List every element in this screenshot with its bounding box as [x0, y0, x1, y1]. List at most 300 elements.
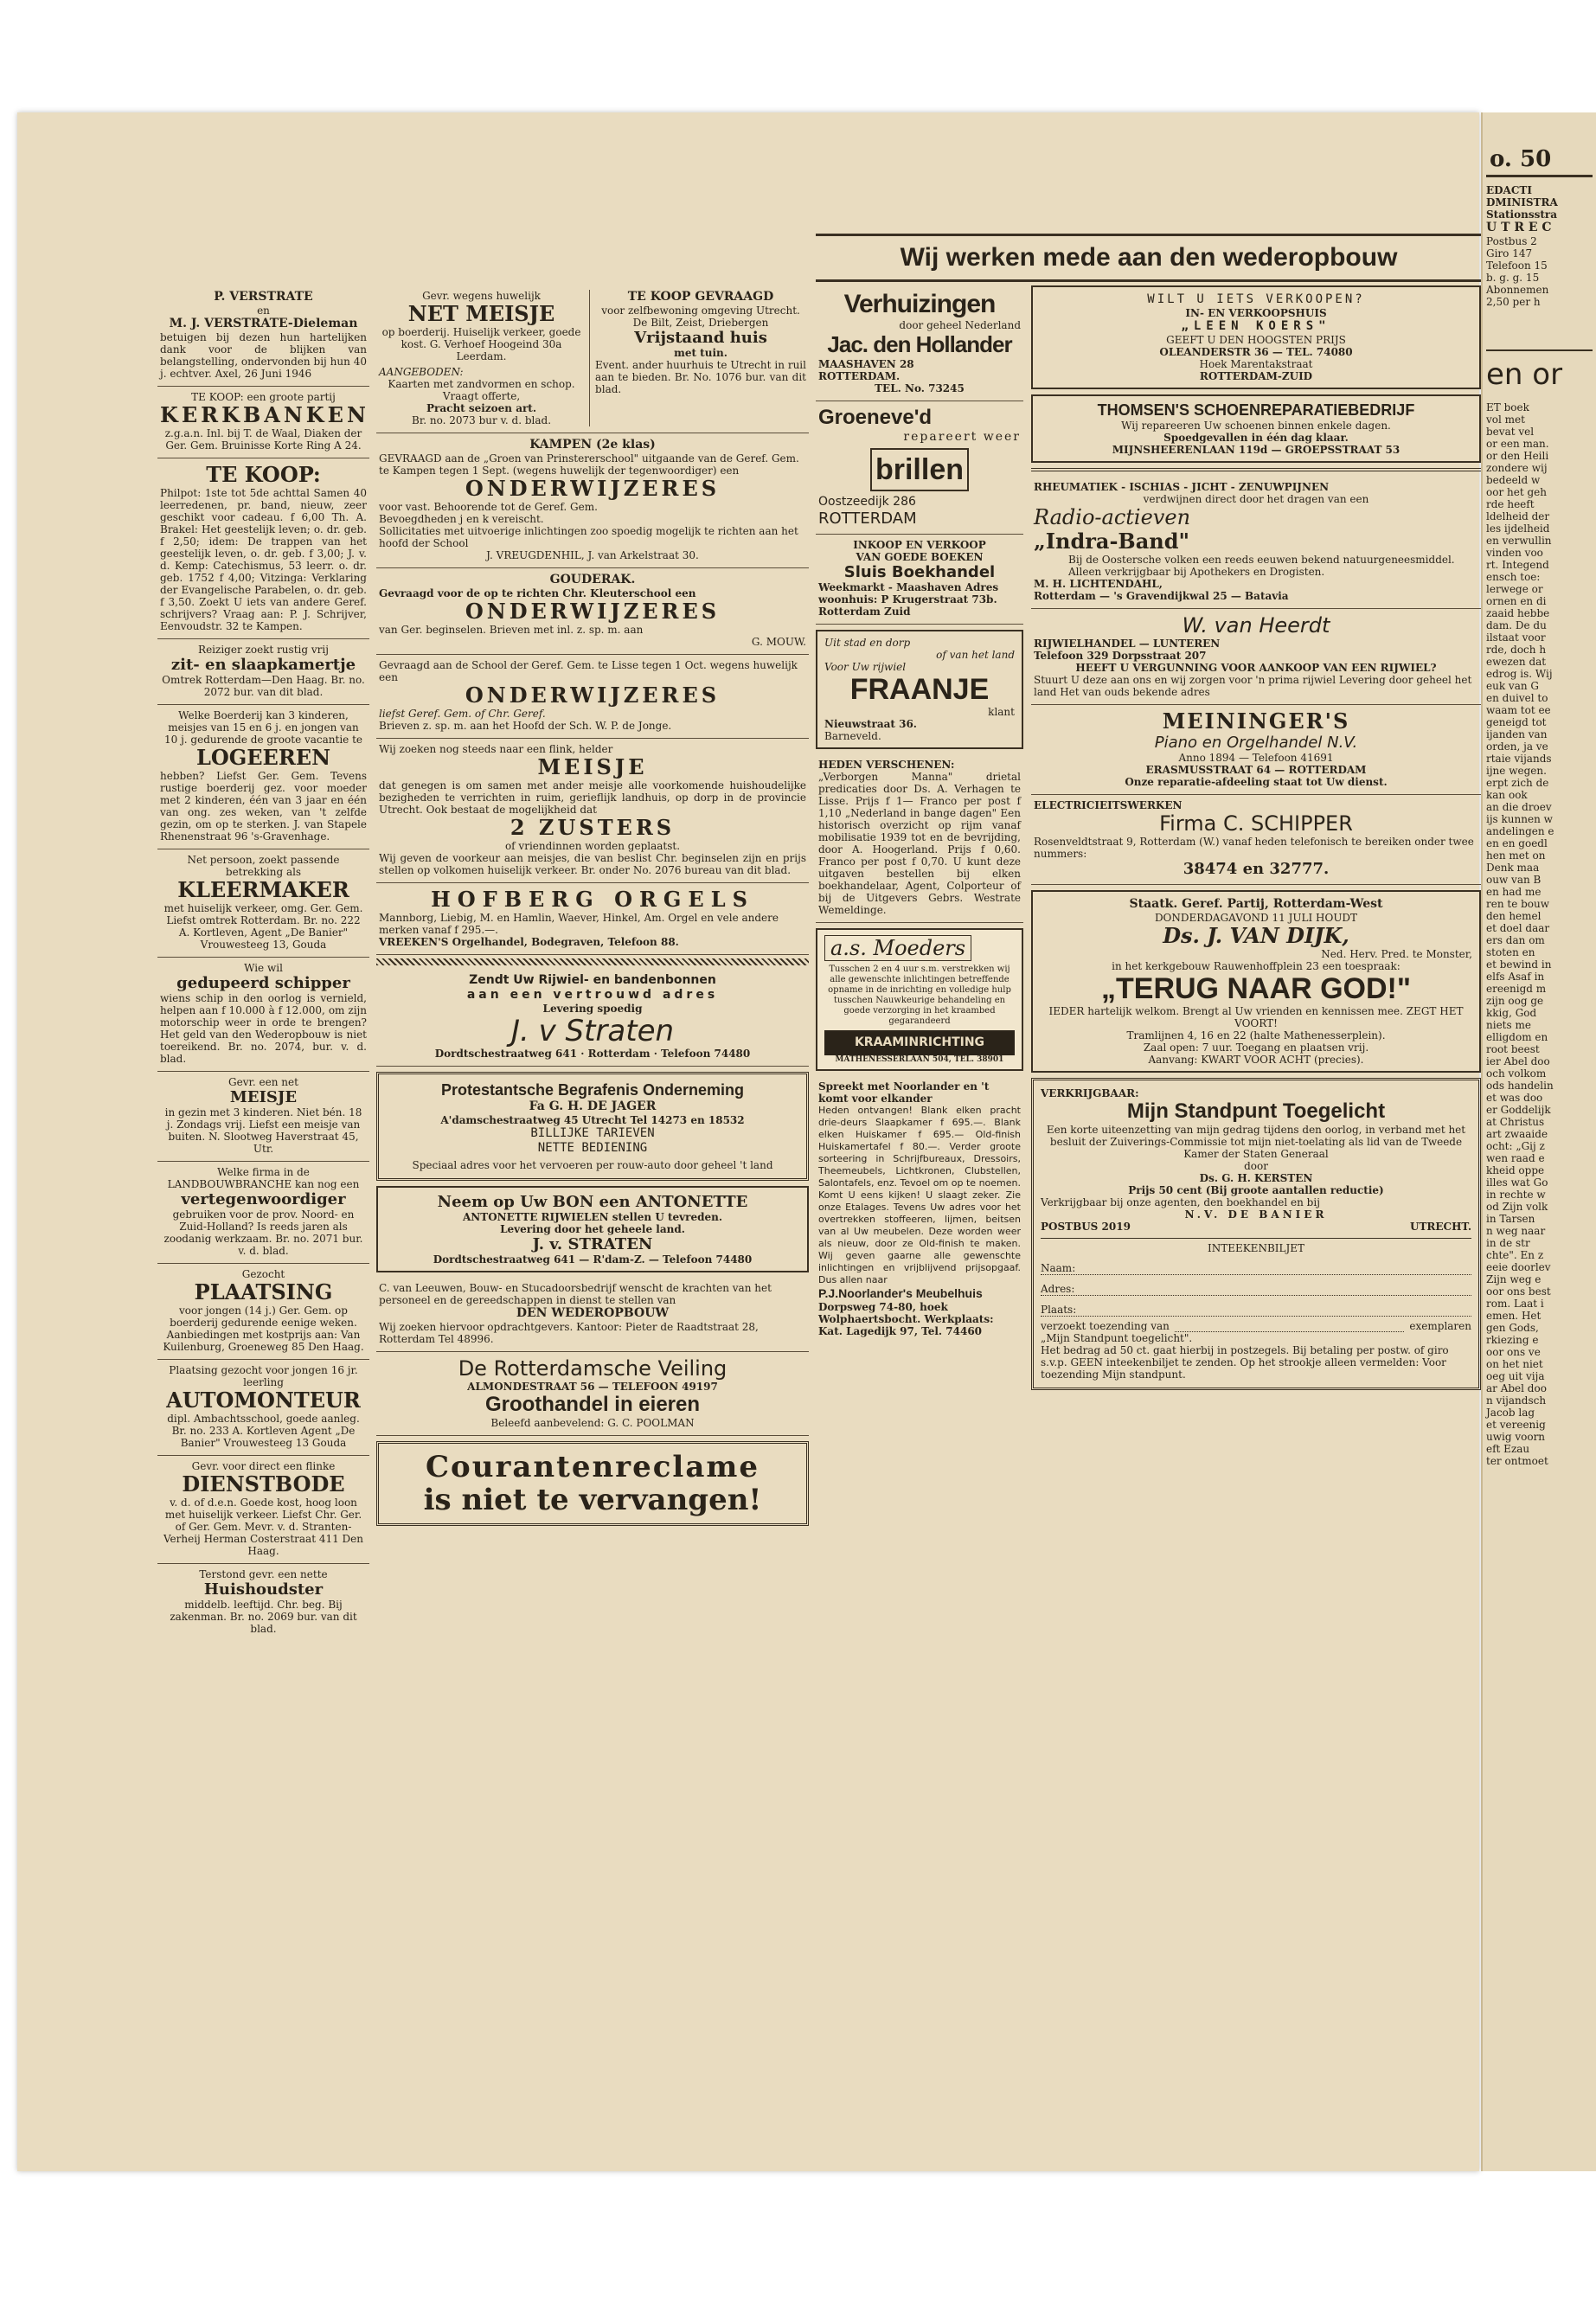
article-line: ilstaat voor [1486, 631, 1546, 644]
article-line: niets me [1486, 1019, 1531, 1031]
ad-body: voor vast. Behoorende tot de Geref. Gem. [379, 501, 598, 513]
article-line: ET boek [1486, 401, 1529, 413]
ad-city: UTRECHT. [1410, 1221, 1471, 1233]
ad-body: of van het land [936, 649, 1015, 661]
ad-heading: Spreekt met Noorlander en 't komt voor elkander [818, 1080, 990, 1105]
ad-intro: Welke firma in de LANDBOUWBRANCHE kan nog een [167, 1166, 360, 1190]
ad-intro: Reiziger zoekt rustig vrij [198, 644, 329, 656]
article-line: kan ook [1486, 789, 1528, 801]
column-ads-2 [376, 285, 809, 1531]
ad-gouderak [376, 568, 809, 655]
article-line: rkiezing e [1486, 1334, 1539, 1346]
ad-mijn-standpunt [1031, 1078, 1481, 1390]
article-line: en en goedl [1486, 837, 1548, 849]
ad-kraaminrichting [816, 928, 1023, 1071]
ad-heading: HOFBERG ORGELS [431, 887, 754, 912]
ad-net-meisje [379, 290, 590, 426]
ad-heading: KAMPEN (2e klas) [529, 438, 656, 452]
article-line: oor het geh [1486, 486, 1547, 498]
article-line: ren te bouw [1486, 898, 1550, 910]
ad-groeneveld [816, 401, 1023, 535]
masthead-info [1483, 177, 1596, 315]
article-line: et vereenig [1486, 1419, 1546, 1431]
ad-intro: Gevr. een net [228, 1076, 298, 1088]
ad-heading: Sluis Boekhandel [843, 563, 996, 581]
ad-body: C. van Leeuwen, Bouw- en Stucadoorsbedrijf wenscht de krachten van het personeel en de gereedschappen in dienst te stellen van [379, 1282, 772, 1306]
ad-big: brillen [870, 448, 969, 491]
ad-te-koop-books [157, 458, 369, 639]
ad-address: ROTTERDAM. [818, 370, 901, 382]
ad-phone: 38474 en 32777. [1183, 860, 1330, 878]
ad-body: Onze reparatie-afdeeling staat tot Uw dienst. [1125, 776, 1388, 788]
ad-body: op boerderij. Huiselijk verkeer, goede kost. G. Verhoef Hoogeind 30a Leerdam. [381, 326, 581, 362]
ad-heading: Verhuizingen [843, 290, 996, 318]
article-line: rde heeft [1486, 498, 1535, 510]
article-line: ocht: „Gij z [1486, 1140, 1545, 1152]
ad-body: voor zelfbewoning omgeving Utrecht. De Bilt, Zeist, Driebergen [601, 304, 800, 329]
ad-heading: Protestantsche Begrafenis Onderneming [440, 1081, 745, 1099]
article-body-partial [1483, 398, 1596, 1471]
masthead-line: DMINISTRA [1486, 196, 1558, 208]
ad-body: Fa G. H. DE JAGER [529, 1099, 657, 1113]
article-line: et was doo [1486, 1092, 1543, 1104]
article-line: rde, doch h [1486, 644, 1547, 656]
ad-body: Spoedgevallen in één dag klaar. [1163, 432, 1349, 444]
ad-body: Brieven z. sp. m. aan het Hoofd der Sch. W. P. de Jonge. [379, 720, 672, 732]
ad-dienstbode [157, 1456, 369, 1564]
ad-body: Levering door het geheele land. [500, 1223, 685, 1235]
ad-heading: THOMSEN'S SCHOENREPARATIEBEDRIJF [1097, 401, 1415, 419]
ad-body: Telefoon 329 Dorpsstraat 207 [1034, 650, 1207, 662]
article-line: euk van G [1486, 680, 1539, 692]
ad-signature: G. MOUW. [751, 636, 806, 648]
article-line: kkig, God [1486, 1007, 1537, 1019]
ad-meininger [1031, 705, 1481, 795]
ad-kampen [376, 433, 809, 568]
ad-address: Dordtschestraatweg 641 — R'dam-Z. — Telefoon 74480 [433, 1253, 753, 1266]
ad-intro: Gevr. voor direct een flinke [191, 1460, 336, 1472]
article-line: zaaid hebbe [1486, 607, 1550, 619]
ad-body: Mannborg, Liebig, M. en Hamlin, Waever, Hinkel, Am. Orgel en vele andere merken vanaf f 295.—. [379, 912, 779, 936]
form-field-plaats[interactable] [1041, 1296, 1471, 1317]
article-line: ar Abel doo [1486, 1382, 1547, 1394]
article-line: zondere wij [1486, 462, 1548, 474]
ad-van-dijk [1031, 890, 1481, 1073]
article-line: ijne wegen. [1486, 765, 1547, 777]
ad-body: Levering spoedig [542, 1003, 643, 1015]
ad-kleermaker [157, 849, 369, 958]
ad-heading: zit- en slaapkamertje [170, 656, 356, 674]
ad-line: en [257, 304, 270, 317]
form-note: Het bedrag ad 50 ct. gaat hierbij in postzegels. Bij betaling per postw. of giro s.v.p. GEEN inteekenbiljet te zenden. Op het strookje alleen vermelden: Voor toezending Mijn standpunt. [1041, 1344, 1449, 1381]
ad-body: betuigen bij dezen hun hartelijken dank voor de blijken van belangstelling, ondervonden bij hun 40 j. echtver. Axel, 26 Juni 1946 [160, 331, 367, 380]
ad-line: P. VERSTRATE [214, 290, 313, 304]
ad-heading: Neem op Uw BON een ANTONETTE [437, 1193, 748, 1211]
article-line: gen Gods, [1486, 1322, 1539, 1334]
form-label-plaats: Plaats: [1041, 1304, 1077, 1316]
ad-body: Speciaal adres voor het vervoeren per rouw-auto door geheel 't land [412, 1159, 773, 1171]
ad-body: Tramlijnen 4, 16 en 22 (halte Mathenesserplein). [1126, 1029, 1386, 1042]
ad-body: Beleefd aanbevelend: G. C. POOLMAN [490, 1417, 695, 1429]
ad-body: VAN GOEDE BOEKEN [856, 551, 984, 563]
column-classifieds [157, 285, 369, 1641]
ad-intro: Gezocht [241, 1268, 285, 1280]
form-label-naam: Naam: [1041, 1262, 1076, 1274]
form-text: verzoekt toezending van [1041, 1320, 1170, 1332]
form-title: INTEEKENBILJET [1207, 1242, 1305, 1254]
ad-leen-koers [1031, 285, 1481, 389]
ad-city: ROTTERDAM-ZUID [1199, 370, 1313, 382]
ad-body: gebruiken voor de prov. Noord- en Zuid-Holland? Is reeds jaren als zoodanig werkzaam. Br. no. 2071 bur. v. d. blad. [163, 1208, 363, 1257]
ad-body: voor jongen (14 j.) Ger. Gem. op boerderij gedurende eenige weken. Aanbiedingen met kostprijs aan: Van Kuilenburg, Groeneweg 85 Den Haag. [163, 1304, 364, 1353]
ad-heading: Vrijstaand huis [634, 329, 767, 347]
ad-body: Wij zoeken nog steeds naar een flink, helder [379, 743, 613, 755]
ad-body: dat genegen is om samen met ander meisje alle voorkomende huishoudelijke bezigheden te verrichten in ruim, gerieflijk landhuis, op dorp in de provincie Utrecht. Ook bestaat de mogelijkheid dat [379, 779, 806, 816]
ad-body: IN- EN VERKOOPSHUIS [1185, 307, 1327, 319]
ad-body: Uit stad en dorp [824, 637, 911, 649]
ad-body: Event. ander huurhuis te Utrecht in ruil aan te bieden. Br. No. 1076 bur. van dit blad. [595, 359, 806, 395]
article-line: emen. Het [1486, 1310, 1542, 1322]
ad-veiling [376, 1352, 809, 1436]
article-line: ier Abel doo [1486, 1055, 1550, 1067]
ad-heading: Firma C. SCHIPPER [1159, 811, 1353, 836]
ad-subhead: met tuin. [674, 347, 727, 359]
article-line: en duivel to [1486, 692, 1548, 704]
article-line: elfs Asaf in [1486, 971, 1545, 983]
ad-verstrate-thanks [157, 285, 369, 387]
ad-address: Oostzeedijk 286 [818, 495, 916, 509]
ad-body: N.V. DE BANIER [1184, 1208, 1328, 1221]
article-line: Jacob lag [1486, 1407, 1535, 1419]
ad-line: M. J. VERSTRATE-Dieleman [169, 317, 358, 330]
ad-brand: P.J.Noorlander's Meubelhuis [818, 1286, 983, 1300]
article-line: Zijn weg e [1486, 1273, 1542, 1285]
article-line: dam. De du [1486, 619, 1547, 631]
ad-brand: FRAANJE [849, 673, 990, 706]
ad-body: DONDERDAGAVOND 11 JULI HOUDT [1154, 912, 1358, 924]
ad-body: Pracht seizoen art. [426, 402, 537, 414]
ad-kerkbanken [157, 387, 369, 458]
ad-body: Ned. Herv. Pred. te Monster, [1321, 948, 1472, 960]
ad-body: liefst Geref. Gem. of Chr. Geref. [379, 708, 546, 720]
ad-heading: Zendt Uw Rijwiel- en bandenbonnen [469, 973, 716, 987]
masthead-line: 2,50 per h [1486, 296, 1541, 308]
ad-body: INKOOP EN VERKOOP [853, 539, 986, 551]
ad-body: Tusschen 2 en 4 uur s.m. verstrekken wij alle gewenschte inlichtingen betreffende opname in de inrichting en volledige hulp tusschen Nauwkeurige behandeling en goede verzorging in het kraambed gegarandeerd [828, 965, 1011, 1026]
article-line: ods handelin [1486, 1080, 1554, 1092]
ad-body: wiens schip in den oorlog is vernield, helpen aan f 10.000 à f 12.000, om zijn motorschip weer in orde te brengen? Het geld van den Wederopbouw is niet toereikend. Br. no. 2074, bur. v. d. blad. [160, 992, 367, 1065]
ad-body: Rosenveldtstraat 9, Rotterdam (W.) vanaf heden telefonisch te bereiken onder twee nummers: [1034, 836, 1474, 860]
article-line: et bewind in [1486, 958, 1552, 971]
ad-address: Hoek Marentakstraat [1199, 358, 1313, 370]
article-line: andelingen e [1486, 825, 1554, 837]
column-ads-4 [1031, 285, 1481, 1395]
ad-body: Sollicitaties met uitvoerige inlichtingen zoo spoedig mogelijk te richten aan het hoofd der School [379, 525, 798, 549]
ad-heading: RHEUMATIEK - ISCHIAS - JICHT - ZENUWPIJNEN [1034, 481, 1330, 493]
ad-signature: J. VREUGDENHIL, J. van Arkelstraat 30. [486, 549, 699, 561]
article-line: Denk maa [1486, 862, 1540, 874]
ad-lisse [376, 655, 809, 739]
article-line: at Christus [1486, 1116, 1545, 1128]
masthead-line: Postbus 2 [1486, 235, 1537, 247]
article-line: ers dan om [1486, 934, 1545, 946]
ad-postbus: POSTBUS 2019 [1041, 1221, 1131, 1233]
newspaper-page [17, 112, 1479, 2171]
ad-body: Bij de Oostersche volken een reeds eeuwen bekend natuurgeneesmiddel. Alleen verkrijgbaar bij Apothekers en Drogisten. [1068, 554, 1455, 578]
ad-brand: „LEEN KOERS" [1181, 319, 1331, 333]
ad-heading: MEININGER'S [1162, 708, 1350, 734]
ad-body: Wij repareeren Uw schoenen binnen enkele dagen. [1121, 420, 1391, 432]
ad-schipper [157, 958, 369, 1072]
article-line: ensch toe: [1486, 571, 1541, 583]
ad-body: Wij zoeken hiervoor opdrachtgevers. Kantoor: Pieter de Raadtstraat 28, Rotterdam Tel 48996. [379, 1321, 759, 1345]
article-line: od Zijn volk [1486, 1201, 1548, 1213]
ad-heading: PLAATSING [194, 1279, 333, 1304]
article-line: en verwullin [1486, 535, 1552, 547]
article-line: n vijandsch [1486, 1394, 1547, 1407]
form-copies-row [1041, 1320, 1471, 1332]
form-text: „Mijn Standpunt toegelicht". [1041, 1332, 1193, 1344]
article-line: stoten en [1486, 946, 1535, 958]
ad-address: OLEANDERSTR 36 — TEL. 74080 [1159, 346, 1353, 358]
ad-brand: J. v Straten [510, 1014, 675, 1048]
ad-body: dipl. Ambachtsschool, goede aanleg. Br. no. 233 A. Kortleven Agent „De Banier" Vrouwesteeg 13 Gouda [167, 1413, 360, 1449]
article-line: rom. Laat i [1486, 1298, 1544, 1310]
masthead-line: b. g. g. 15 [1486, 272, 1540, 284]
ad-heading: is niet te vervangen! [423, 1483, 762, 1517]
ad-address: MIJNSHEERENLAAN 119d — GROEPSSTRAAT 53 [1112, 444, 1401, 456]
ad-indra-band [1031, 477, 1481, 609]
ad-heading: HEDEN VERSCHENEN: [818, 759, 955, 771]
article-line: or den Heili [1486, 450, 1549, 462]
article-line: ijanden van [1486, 728, 1548, 740]
ad-body: Kaarten met zandvormen en schop. Vraagt offerte, [388, 378, 575, 402]
ad-body: A'damschestraatweg 45 Utrecht Tel 14273 en 18532 [440, 1114, 745, 1126]
ad-heden-verschenen [816, 754, 1023, 923]
article-line: ornen en di [1486, 595, 1547, 607]
article-line: hen met on [1486, 849, 1546, 862]
ad-address: Nieuwstraat 36. [824, 718, 917, 730]
article-line: en had me [1486, 886, 1542, 898]
ad-body: VERKRIJGBAAR: [1041, 1087, 1139, 1099]
ad-body: Stuurt U deze aan ons en wij zorgen voor 'n prima rijwiel Levering door geheel het land Het van ouds bekende adres [1034, 674, 1472, 698]
ad-heading: DIENSTBODE [182, 1471, 345, 1497]
ad-body: door [1244, 1160, 1268, 1172]
ad-heading: KLEERMAKER [177, 877, 349, 902]
ad-address: Dordtschestraatweg 641 · Rotterdam · Telefoon 74480 [434, 1048, 751, 1060]
ad-vertegenwoordiger [157, 1162, 369, 1264]
article-line: oor ons ve [1486, 1346, 1541, 1358]
article-line: on het niet [1486, 1358, 1543, 1370]
ad-body: verdwijnen direct door het dragen van een [1143, 493, 1369, 505]
article-line: eeie doorlev [1486, 1261, 1551, 1273]
ad-antonette [376, 1186, 809, 1272]
ad-big: ONDERWIJZERES [465, 476, 721, 501]
ad-heading: „TERUG NAAR GOD!" [1101, 972, 1411, 1005]
ad-heading: KERKBANKEN [160, 402, 369, 427]
ad-body: Gevraagd aan de School der Geref. Gem. te Lisse tegen 1 Oct. wegens huwelijk een [379, 659, 798, 683]
ad-body: GEEFT U DEN HOOGSTEN PRIJS [1166, 334, 1346, 346]
ad-thomsen [1031, 394, 1481, 463]
ad-heading: gedupeerd schipper [176, 974, 350, 992]
ad-body: Anno 1894 — Telefoon 41691 [1178, 752, 1334, 764]
ad-body: Br. no. 2073 bur v. d. blad. [412, 414, 552, 426]
ad-phone: TEL. No. 73245 [875, 382, 965, 394]
form-label-adres: Adres: [1041, 1283, 1075, 1295]
article-line: illes wat Go [1486, 1176, 1548, 1189]
ad-intro: Net persoon, zoekt passende betrekking als [187, 854, 340, 878]
article-line: orden, ja ve [1486, 740, 1548, 753]
ad-te-koop-gevraagd [595, 290, 806, 426]
ad-heading: Groeneve'd [818, 406, 933, 429]
ad-heading: aan een vertrouwd adres [466, 988, 719, 1002]
ad-body: GEVRAAGD aan de „Groen van Prinstererschool" uitgaande van de Geref. Gem. te Kampen tegen 1 Sept. (wegens huwelijk der tegenwoordiger) een [379, 452, 799, 477]
article-line: root beest [1486, 1043, 1540, 1055]
form-field-naam[interactable] [1041, 1254, 1471, 1275]
article-line: chte". En z [1486, 1249, 1544, 1261]
ad-big: ONDERWIJZERES [465, 683, 721, 708]
ad-big: ONDERWIJZERES [465, 599, 721, 624]
article-line: vinden voo [1486, 547, 1543, 559]
ad-meisje [157, 1072, 369, 1162]
ad-body: „Verborgen Manna" drietal predicaties door Ds. A. Verhagen te Lisse. Prijs f 1— Franco per post f 1,10 „Nederland in bange dagen" Een historisch overzicht op rijm vanaf mobilisatie 1939 tot en de bevrijding, door A. Hoogerland. Prijs f 0,60. Franco per post f 0,70. U kunt deze uitgaven bestellen bij elken boekhandelaar, Agent, Colporteur of bij de Uitgevers Gebrs. Westrate Wemeldinge. [818, 771, 1021, 916]
ad-huishoudster [157, 1564, 369, 1641]
ad-body: Voor Uw rijwiel [824, 661, 907, 673]
ad-schipper-electric [1031, 795, 1481, 885]
ad-big: MEISJE [537, 754, 648, 779]
ad-address: Dorpsweg 74-80, hoek Wolphaertsbocht. Werkplaats: Kat. Lagedijk 97, Tel. 74460 [818, 1301, 994, 1337]
divider [1031, 468, 1481, 471]
ad-body: ANTONETTE RIJWIELEN stellen U tevreden. [462, 1211, 723, 1223]
article-line: in rechte w [1486, 1189, 1546, 1201]
article-line: art zwaaide [1486, 1128, 1548, 1140]
ad-begrafenis [376, 1072, 809, 1181]
article-line: in de str [1486, 1237, 1530, 1249]
masthead-line: U T R E C [1486, 221, 1552, 234]
ad-straten-bonnen [376, 969, 809, 1067]
article-line: ewezen dat [1486, 656, 1547, 668]
article-line: waam tot ee [1486, 704, 1551, 716]
article-line: bedeeld w [1486, 474, 1541, 486]
article-line: edrog is. Wij [1486, 668, 1553, 680]
ad-noorlander [816, 1076, 1023, 1343]
article-line: ereenigd m [1486, 983, 1547, 995]
ad-body: Heden ontvangen! Blank elken pracht drie-deurs Slaapkamer f 695.—. Blank elken Huiskamer f 695.— Old-finish Huiskamertafel f 80.—. Verder groote sorteering in Schrijfbureaux, Dressoirs, Theemeubels, Lichtkronen, Clubstellen, Salontafels, enz. Tevoel om op te noemen. Komt U eens kijken! U slaagt zeker. Zie onze Etalages. Tevens Uw adres voor het overtrekken stoffeeren, lijmen, beitsen van al Uw meubelen. Deze worden weer als nieuw, door ze Old-finish te maken. Wij geven gaarne alle gewenschte inlichtingen en vrijblijvend prijsopgaaf. Dus allen naar [818, 1105, 1021, 1285]
ad-brand: Ds. J. VAN DIJK, [1163, 923, 1349, 948]
article-line: les ijdelheid [1486, 522, 1550, 535]
ad-body: Verkrijgbaar bij onze agenten, den boekhandel en bij [1041, 1196, 1320, 1208]
ad-intro: TE KOOP: een groote partij [191, 391, 336, 403]
ad-heading: MEISJE [229, 1088, 298, 1106]
article-line: rtaie vijands [1486, 753, 1552, 765]
article-title-partial: en or [1486, 357, 1563, 392]
ad-body: Aanvang: KWART VOOR ACHT (precies). [1148, 1054, 1364, 1066]
subscription-form [1041, 1238, 1471, 1381]
ad-body: middelb. leeftijd. Chr. beg. Bij zakenman. Br. no. 2069 bur. van dit blad. [170, 1599, 357, 1635]
ad-body: of vriendinnen worden geplaatst. [504, 840, 681, 852]
ad-body: Weekmarkt - Maashaven Adres woonhuis: P Krugerstraat 73b. Rotterdam Zuid [818, 581, 999, 618]
ad-heading: Mijn Standpunt Toegelicht [1126, 1099, 1386, 1123]
ad-body: met huiselijk verkeer, omg. Ger. Gem. Liefst omtrek Rotterdam. Br. no. 222 A. Kortleven, Agent „De Banier" Vrouwesteeg 13, Gouda [163, 902, 363, 951]
form-text: exemplaren [1409, 1320, 1471, 1332]
ad-body: hebben? Liefst Ger. Gem. Tevens rustige boerderij gez. voor moeder met 2 kinderen, één van 3 jaar en één van ong. zes weken, van 't zelfde gezin, om op te sterken. J. van Stapele Rhenenstraat 96 's-Gravenhage. [160, 770, 367, 843]
ad-big: 2 ZUSTERS [510, 815, 676, 840]
ad-heading: AUTOMONTEUR [166, 1388, 361, 1413]
ad-heading: NET MEISJE [407, 301, 555, 326]
ad-heading: vertegenwoordiger [181, 1190, 346, 1208]
ad-signature: VREEKEN'S Orgelhandel, Bodegraven, Telefoon 88. [379, 936, 679, 948]
ad-heading: TE KOOP GEVRAAGD [627, 290, 774, 304]
ad-body: ELECTRICIEITSWERKEN [1034, 799, 1183, 811]
article-line: et doel daar [1486, 922, 1550, 934]
ad-body: van Ger. beginselen. Brieven met inl. z. sp. m. aan [379, 624, 644, 636]
ad-body: Omtrek Rotterdam—Den Haag. Br. no. 2072 bur. van dit blad. [162, 674, 365, 698]
ad-body: Zaal open: 7 uur. Toegang en plaatsen vrij. [1143, 1042, 1369, 1054]
ad-body: door geheel Nederland [899, 319, 1021, 331]
ad-heading: GOUDERAK. [549, 573, 636, 586]
ad-body: Wij geven de voorkeur aan meisjes, die van beslist Chr. beginselen zijn en prijs stellen op volkomen huiselijk verkeer. Br. onder No. 2076 bureau van dit blad. [379, 852, 806, 876]
ad-courantenreclame [376, 1441, 809, 1526]
ad-intro: Gevr. wegens huwelijk [422, 290, 541, 302]
form-field-copies[interactable] [1175, 1320, 1405, 1332]
ad-body: HEEFT U VERGUNNING VOOR AANKOOP VAN EEN RIJWIEL? [1075, 662, 1437, 674]
adjacent-page [1481, 112, 1596, 2171]
ad-body: in gezin met 3 kinderen. Niet bén. 18 j. Zondags vrij. Liefst een meisje van buiten. N. Slootweg Haverstraat 45, Utr. [164, 1106, 362, 1155]
ad-body: Bevoegdheden j en k vereischt. [379, 513, 544, 525]
article-line: uwig voorn [1486, 1431, 1546, 1443]
ad-row-top [376, 285, 809, 433]
ad-brand: J. v. STRATEN [532, 1235, 653, 1253]
masthead-line: Giro 147 [1486, 247, 1533, 260]
ad-heading: Radio-actieven [1034, 505, 1191, 529]
ad-zitkamer [157, 639, 369, 705]
ad-body: z.g.a.n. Inl. bij T. de Waal, Diaken der Ger. Gem. Bruinisse Korte Ring A 24. [164, 427, 362, 452]
masthead-line: Abonnemen [1486, 284, 1549, 296]
article-line: er Goddelijk [1486, 1104, 1551, 1116]
ad-automonteur [157, 1360, 369, 1456]
ad-verhuizingen [816, 285, 1023, 401]
article-line: geneigd tot [1486, 716, 1547, 728]
ad-address: MAASHAVEN 28 [818, 358, 914, 370]
decorative-stripe [376, 958, 809, 965]
ad-intro: Terstond gevr. een nette [199, 1568, 328, 1580]
ad-heading: Huishoudster [203, 1580, 324, 1599]
ad-address: MATHENESSERLAAN 504, TEL. 38901 [835, 1055, 1004, 1064]
article-line: kheid oppe [1486, 1164, 1545, 1176]
form-field-adres[interactable] [1041, 1275, 1471, 1296]
ad-fraanje [816, 630, 1023, 749]
article-line: lerwege or [1486, 583, 1543, 595]
ad-body: Gevraagd voor de op te richten Chr. Kleuterschool een [379, 587, 696, 599]
masthead-line: EDACTI [1486, 184, 1532, 196]
ad-body: RIJWIELHANDEL — LUNTEREN [1034, 638, 1221, 650]
article-line: elligdom en [1486, 1031, 1548, 1043]
ad-logeeren [157, 705, 369, 849]
article-line: an die droev [1486, 801, 1552, 813]
ad-body: Ds. G. H. KERSTEN [1199, 1172, 1313, 1184]
article-line: oeg uit vija [1486, 1370, 1545, 1382]
article-line: oor ons best [1486, 1285, 1551, 1298]
ad-heading: DEN WEDEROPBOUW [516, 1306, 670, 1320]
article-line: rt. Integend [1486, 559, 1549, 571]
article-line: och volkom [1486, 1067, 1547, 1080]
masthead-line: Telefoon 15 [1486, 260, 1548, 272]
article-line: vol met [1486, 413, 1525, 426]
ad-body: klant [988, 706, 1015, 718]
ad-brand: „Indra-Band" [1034, 529, 1189, 554]
ad-body: repareert weer [903, 430, 1021, 444]
ad-leeuwen [376, 1278, 809, 1352]
